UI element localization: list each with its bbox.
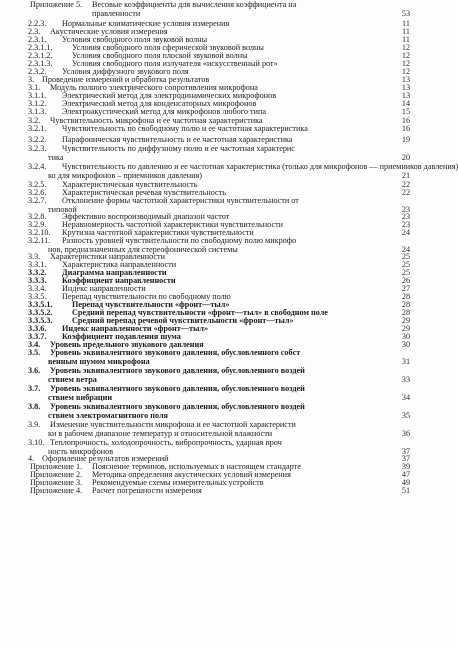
toc-entry-title: Средний перепад чувствительности «фронт—тыл» в свободном поле — [72, 308, 328, 317]
toc-entry-title: Оформление результатов измерений — [42, 454, 169, 463]
toc-entry-number: 3. — [28, 75, 35, 84]
toc-entry-page-number: 16 — [401, 124, 411, 133]
toc-entry-title: Электроакустический метод для микрофонов любого типа — [62, 107, 266, 116]
toc-entry-title: Диаграмма направленности — [62, 268, 167, 277]
toc-entry-page-number: 19 — [401, 135, 411, 144]
toc-entry-title: Условия свободного поля плоской звуковой волны — [72, 51, 248, 60]
toc-entry-page-number: 26 — [401, 276, 411, 285]
toc-entry-number: 2.3.1.3. — [28, 59, 53, 68]
toc-entry-title: Проведение измерений и обработка результатов — [42, 75, 210, 84]
toc-entry-page-number: 53 — [401, 9, 411, 18]
toc-entry-title-continuation: ствием ветра — [48, 375, 97, 384]
toc-entry-page-number: 22 — [401, 180, 411, 189]
toc-entry-page-number: 12 — [401, 59, 411, 68]
toc-entry-page-number: 13 — [401, 83, 411, 92]
toc-entry-title-continuation: ко для микрофонов – приемников давления) — [48, 171, 202, 180]
toc-entry-title: Условия диффузного звукового поля — [62, 67, 189, 76]
toc-entry-title: Методика определения акустических условий измерения — [92, 470, 291, 479]
toc-entry-title: Коэффициент направленности — [62, 276, 176, 285]
toc-entry-title-continuation: правленности — [92, 9, 141, 18]
toc-entry-page-number: 30 — [401, 332, 411, 341]
toc-entry-title: Характеристическая чувствительность — [62, 180, 198, 189]
toc-entry-number: 3.3.7. — [28, 332, 47, 341]
toc-entry-page-number: 14 — [401, 99, 411, 108]
toc-entry-title: Характеристики направленности — [50, 252, 165, 261]
toc-entry-number: 3.1.1. — [28, 91, 47, 100]
toc-entry-page-number: 12 — [401, 67, 411, 76]
toc-entry-number: 3.2.9. — [28, 220, 47, 229]
toc-entry-page-number: 28 — [401, 308, 411, 317]
toc-entry-page-number: 49 — [401, 478, 411, 487]
toc-entry-page-number: 28 — [401, 300, 411, 309]
toc-entry-title-continuation: ствием вибрации — [48, 393, 113, 402]
toc-entry-page-number: 31 — [401, 357, 411, 366]
toc-entry-title: Расчет погрешности измерения — [92, 486, 202, 495]
toc-entry-title: Электрический метод для конденсаторных микрофонов — [62, 99, 257, 108]
toc-entry-number: 3.1.3. — [28, 107, 47, 116]
toc-entry-title: Уровень эквивалентного звукового давления, обусловленного воздей — [50, 366, 305, 375]
toc-entry-title: Чувствительность по давлению и ее частотная характеристика (только для микрофонов — приемников давления) — [62, 162, 458, 171]
toc-entry-page-number: 29 — [401, 324, 411, 333]
toc-entry-title-continuation: тика — [48, 153, 64, 162]
toc-entry-number: Приложение 4. — [30, 486, 83, 495]
toc-entry-page-number: 35 — [401, 411, 411, 420]
toc-entry-title: Уровень эквивалентного звукового давления, обусловленного воздей — [50, 384, 305, 393]
toc-entry-page-number: 33 — [401, 375, 411, 384]
toc-entry-page-number: 30 — [401, 340, 411, 349]
toc-entry-page-number: 25 — [401, 260, 411, 269]
toc-entry-page-number: 11 — [402, 35, 410, 44]
toc-entry-page-number: 23 — [401, 220, 411, 229]
toc-entry-number: 2.3.1. — [28, 35, 47, 44]
toc-entry-number: 3.1. — [28, 83, 41, 92]
toc-entry-number: 3.3.5. — [28, 292, 47, 301]
toc-entry-page-number: 23 — [401, 205, 411, 214]
toc-entry-title: Пояснение терминов, используемых в настоящем стандарте — [92, 462, 301, 471]
toc-entry-title: Характеристика направленности — [62, 260, 177, 269]
toc-entry-title: Условия свободного поля излучателя «искусственный рот» — [72, 59, 278, 68]
toc-entry-number: Приложение 3. — [30, 478, 83, 487]
toc-entry-page-number: 11 — [402, 27, 410, 36]
toc-entry-number: 3.3.3. — [28, 276, 47, 285]
toc-entry-number: 3.3. — [28, 252, 41, 261]
toc-entry-title-continuation: типовой — [48, 205, 77, 214]
toc-entry-title: Уровень предельного звукового давления — [50, 340, 204, 349]
toc-entry-number: 3.2.8. — [28, 212, 47, 221]
toc-entry-title: Электрический метод для электродинамических микрофонов — [62, 91, 277, 100]
toc-entry-title-continuation: ки в рабочем диапазоне температур и относительной влажности — [48, 429, 273, 438]
toc-entry-page-number: 25 — [401, 268, 411, 277]
toc-entry-title: Теплопрочность, холодопрочность, вибропрочность, ударная проч — [50, 438, 282, 447]
toc-entry-number: Приложение 5. — [30, 0, 83, 9]
toc-entry-number: 3.1.2. — [28, 99, 47, 108]
toc-entry-number: 3.2.1. — [28, 124, 47, 133]
toc-entry-number: 3.2.4. — [28, 162, 47, 171]
toc-entry-number: 3.6. — [28, 366, 41, 375]
toc-entry-title-continuation: нов, предназначенных для стереофонической системы — [48, 245, 238, 254]
toc-entry-number: 3.2.2. — [28, 135, 47, 144]
toc-entry-number: 3.2.5. — [28, 180, 47, 189]
toc-entry-number: 3.2.3. — [28, 144, 47, 153]
toc-entry-page-number: 16 — [401, 116, 411, 125]
toc-entry-title: Перепад чувствительности по свободному полю — [62, 292, 231, 301]
toc-entry-number: 3.3.5.2. — [28, 308, 53, 317]
toc-entry-title: Модуль полного электрического сопротивления микрофона — [50, 83, 258, 92]
toc-entry-number: 3.3.4. — [28, 284, 47, 293]
toc-entry-title-continuation: ность микрофонов — [48, 447, 114, 456]
toc-entry-title: Отклонение формы частотной характеристики чувствительности от — [62, 196, 299, 205]
toc-entry-title: Акустические условия измерения — [50, 27, 168, 36]
toc-entry-page-number: 15 — [401, 107, 411, 116]
toc-entry-number: 3.2.11. — [28, 236, 51, 245]
toc-entry-number: 3.2.10. — [28, 228, 51, 237]
toc-entry-title: Индекс направленности «фронт—тыл» — [62, 324, 209, 333]
toc-entry-number: 3.9. — [28, 420, 41, 429]
toc-entry-title: Чувствительность микрофона и ее частотная характеристика — [50, 116, 263, 125]
toc-entry-page-number: 20 — [401, 153, 411, 162]
toc-entry-number: 3.3.5.3. — [28, 316, 53, 325]
toc-entry-title: Уровень эквивалентного звукового давления, обусловленного собст — [50, 348, 301, 357]
toc-entry-number: Приложение 1. — [30, 462, 83, 471]
toc-entry-number: 3.10. — [28, 438, 45, 447]
toc-entry-title: Характеристическая речевая чувствительность — [62, 188, 226, 197]
toc-entry-title: Перепад чувствительности «фронт—тыл» — [72, 300, 230, 309]
toc-entry-page-number: 24 — [401, 245, 411, 254]
toc-entry-number: 3.5. — [28, 348, 41, 357]
toc-entry-number: 2.3.2. — [28, 67, 47, 76]
toc-entry-page-number: 28 — [401, 292, 411, 301]
toc-entry-page-number: 39 — [401, 462, 411, 471]
toc-entry-number: 3.8. — [28, 402, 41, 411]
toc-entry-title: Парафоническая чувствительность и ее частотная характеристика — [62, 135, 293, 144]
toc-entry-page-number: 12 — [401, 51, 411, 60]
toc-entry-page-number: 37 — [401, 454, 411, 463]
toc-entry-number: 3.2.6. — [28, 188, 47, 197]
toc-entry-title: Коэффициент подавления шума — [62, 332, 181, 341]
toc-entry-page-number: 23 — [401, 212, 411, 221]
toc-entry-title: Весовые коэффициенты для вычисления коэффициента на — [92, 0, 297, 9]
toc-entry-title: Уровень эквивалентного звукового давления, обусловленного воздей — [50, 402, 305, 411]
toc-entry-title: Чувствительность по диффузному полю и ее частотная характерис — [62, 144, 295, 153]
toc-entry-number: 4. — [28, 454, 35, 463]
toc-entry-page-number: 47 — [401, 470, 411, 479]
toc-entry-title: Чувствительность по свободному полю и ее частотная характеристика — [62, 124, 308, 133]
toc-entry-title: Крутизна частотной характеристики чувствительности — [62, 228, 254, 237]
toc-entry-number: 2.3.1.2. — [28, 51, 53, 60]
toc-entry-page-number: 13 — [401, 75, 411, 84]
toc-entry-title: Условия свободного поля звуковой волны — [62, 35, 208, 44]
toc-entry-page-number: 25 — [401, 252, 411, 261]
toc-entry-title: Средний перепад речевой чувствительности «фронт—тыл» — [72, 316, 294, 325]
toc-entry-page-number: 13 — [401, 91, 411, 100]
toc-entry-number: 3.3.2. — [28, 268, 47, 277]
toc-entry-page-number: 34 — [401, 393, 411, 402]
toc-entry-number: 3.2. — [28, 116, 41, 125]
toc-entry-title: Неравномерность частотной характеристики чувствительности — [62, 220, 284, 229]
toc-entry-page-number: 36 — [401, 429, 411, 438]
toc-entry-number: 2.3.1.1. — [28, 43, 53, 52]
toc-entry-page-number: 24 — [401, 228, 411, 237]
toc-entry-title-continuation: ствием электромагнитного поля — [48, 411, 168, 420]
toc-entry-number: 2.2.3. — [28, 19, 47, 28]
toc-entry-page-number: 51 — [401, 486, 411, 495]
toc-entry-title-continuation: венным шумом микрофона — [48, 357, 150, 366]
toc-entry-title: Эффективно воспроизводимый диапазон частот — [62, 212, 230, 221]
toc-entry-number: 3.3.5.1. — [28, 300, 53, 309]
toc-entry-number: 3.3.1. — [28, 260, 47, 269]
toc-entry-number: Приложение 2. — [30, 470, 83, 479]
toc-entry-page-number: 37 — [401, 447, 411, 456]
toc-entry-number: 3.7. — [28, 384, 41, 393]
toc-entry-title: Условия свободного поля сферической звуковой волны — [72, 43, 264, 52]
toc-entry-number: 3.3.6. — [28, 324, 47, 333]
toc-entry-title: Индекс направленности — [62, 284, 146, 293]
toc-entry-page-number: 29 — [401, 316, 411, 325]
toc-entry-number: 3.2.7. — [28, 196, 47, 205]
toc-entry-page-number: 11 — [402, 19, 410, 28]
toc-entry-number: 2.3. — [28, 27, 41, 36]
toc-entry-number: 3.4. — [28, 340, 41, 349]
toc-entry-title: Изменение чувствительности микрофона и ее частотной характеристи — [50, 420, 296, 429]
toc-entry-title: Нормальные климатические условия измерения — [62, 19, 230, 28]
toc-entry-title: Разность уровней чувствительности по свободному полю микрофо — [62, 236, 297, 245]
toc-entry-page-number: 12 — [401, 43, 411, 52]
toc-entry-page-number: 27 — [401, 284, 411, 293]
toc-entry-title: Рекомендуемые схемы измерительных устройств — [92, 478, 264, 487]
toc-entry-page-number: 22 — [401, 188, 411, 197]
toc-entry-page-number: 21 — [401, 171, 411, 180]
